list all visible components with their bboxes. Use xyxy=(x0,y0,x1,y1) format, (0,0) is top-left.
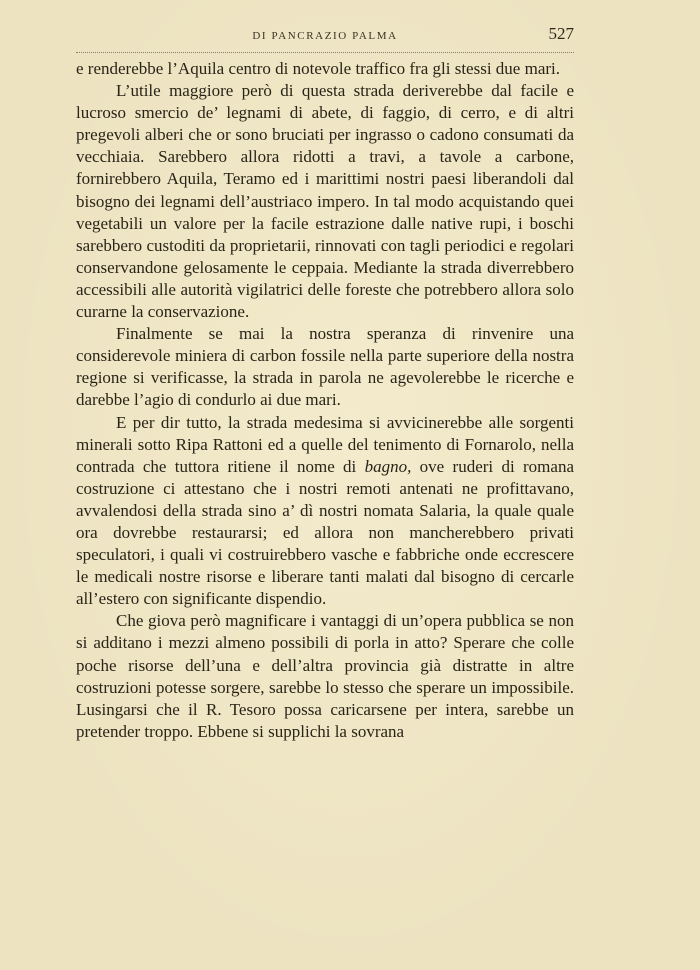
paragraph-4 xyxy=(76,412,574,611)
body-text xyxy=(76,58,574,743)
paragraph-4-text-b: ove ruderi di romana costruzione ci attestano che i nostri remoti antenati ne profittavano, avvalendosi della strada sino a’ dì nostri nomata Salaria, la quale quale ora dovrebbe restaurarsi; ed allora non mancherebbero privati speculatori, i quali vi costruirebbero vasche e fabbriche onde eccrescere le medicali nostre risorse e liberare tanti malati dal bisogno di cercarle all’estero con significante dispendio. xyxy=(76,456,574,609)
page-number: 527 xyxy=(548,24,574,43)
paragraph-3: Finalmente se mai la nostra speranza di rinvenire una considerevole miniera di carbon fossile nella parte superiore della nostra regione si verificasse, la strada in parola ne agevolerebbe le ricerche e darebbe l’agio di condurlo ai due mari. xyxy=(76,324,574,410)
paragraph-5: Che giova però magnificare i vantaggi di un’opera pubblica se non si additano i mezzi almeno possibili di porla in atto? Sperare che colle poche risorse dell’una e dell’altra provincia già distratte in altre costruzioni potesse sorgere, sarebbe lo stesso che sperare un impossibile. Lusingarsi che il R. Tesoro possa caricarsene per intera, sarebbe un pretender troppo. Ebbene si supplichi la sovrana xyxy=(76,611,574,741)
paragraph-2: L’utile maggiore però di questa strada deriverebbe dal facile e lucroso smercio de’ legnami di abete, di faggio, di cerro, e di altri pregevoli alberi che or sono bruciati per ingrasso o cadono consumati da vecchiaia. Sarebbero allora ridotti a travi, a tavole a carbone, fornirebbero Aquila, Teramo ed i marittimi nostri paesi liberandoli dal bisogno dei legnami dell’austriaco impero. In tal modo acquistando quei vegetabili un valore per la facile estrazione dalle native rupi, i boschi sarebbero custoditi da proprietarii, rinnovati con tagli periodici e regolari conservandone gelosamente le ceppaia. Mediante la strada diverrebbero accessibili alle autorità vigilatrici delle foreste che potrebbero allora solo curarne la conservazione. xyxy=(76,81,574,322)
running-head: DI PANCRAZIO PALMA xyxy=(252,30,398,42)
header-rule xyxy=(76,52,574,53)
page-header xyxy=(76,24,574,48)
paragraph-4-text-a: E per dir tutto, la strada medesima si avvicinerebbe alle sorgenti minerali sotto Ripa Rattoni ed a quelle del tenimento di Fornarolo, nella contrada che tuttora ritiene il nome di xyxy=(76,412,574,476)
paragraph-1: e renderebbe l’Aquila centro di notevole traffico fra gli stessi due mari. xyxy=(76,59,561,78)
italic-word-bagno: bagno, xyxy=(364,456,412,476)
